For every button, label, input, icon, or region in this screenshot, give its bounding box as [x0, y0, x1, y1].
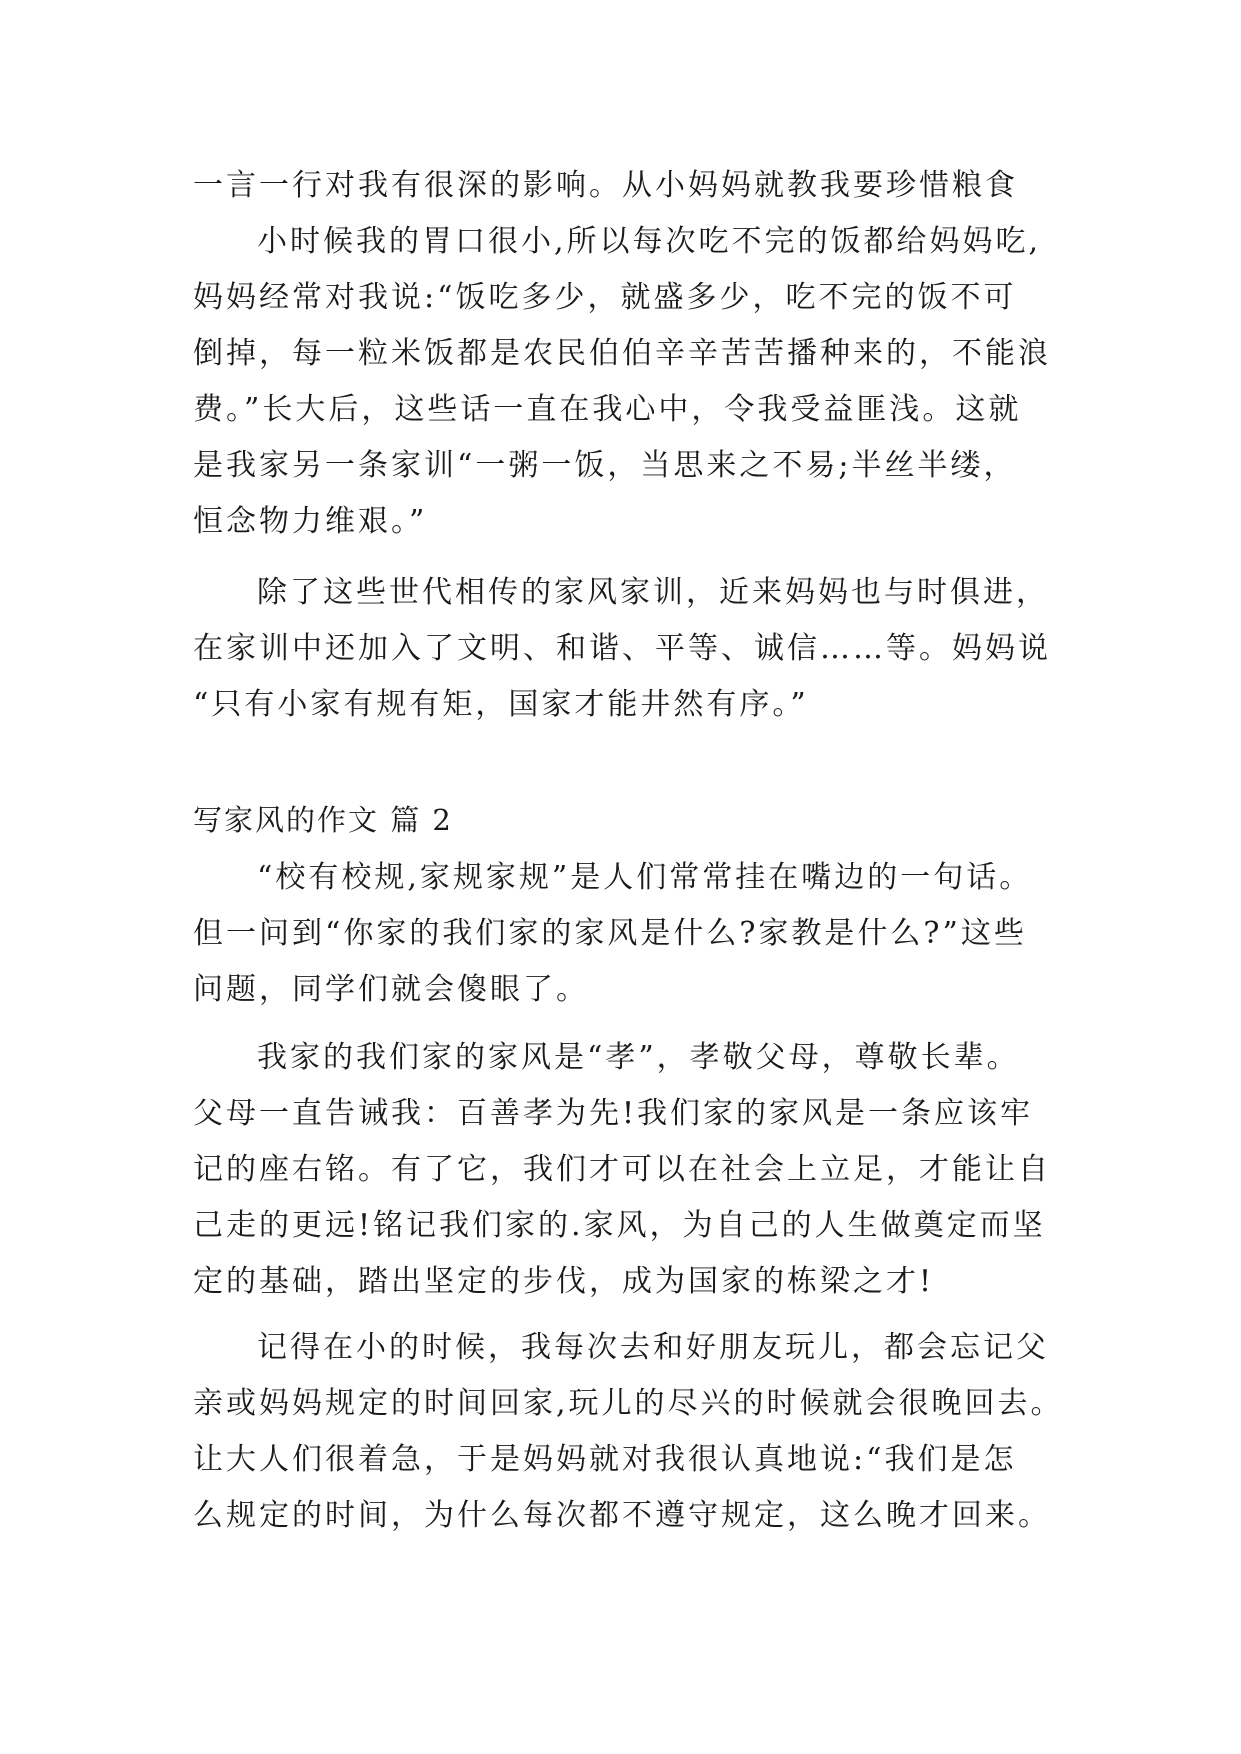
paragraph-line: 除了这些世代相传的家风家训，近来妈妈也与时俱进，	[257, 575, 1049, 610]
paragraph-line: 么规定的时间，为什么每次都不遵守规定，这么晚才回来。	[193, 1498, 1051, 1533]
paragraph-line: 记得在小的时候，我每次去和好朋友玩儿，都会忘记父	[257, 1330, 1049, 1365]
paragraph-line: 但一问到“你家的我们家的家风是什么?家教是什么?”这些	[193, 916, 1027, 951]
paragraph-line: 父母一直告诫我：百善孝为先!我们家的家风是一条应该牢	[193, 1096, 1034, 1131]
paragraph-line: 一言一行对我有很深的影响。从小妈妈就教我要珍惜粮食	[193, 168, 1018, 203]
paragraph-line: “只有小家有规有矩，国家才能井然有序。”	[193, 687, 809, 722]
paragraph-line: 恒念物力维艰。”	[193, 504, 428, 539]
paragraph-line: 在家训中还加入了文明、和谐、平等、诚信……等。妈妈说	[193, 631, 1051, 666]
paragraph-line: 我家的我们家的家风是“孝”，孝敬父母，尊敬长辈。	[257, 1040, 1020, 1075]
paragraph-line: 问题，同学们就会傻眼了。	[193, 972, 589, 1007]
paragraph-line: 费。”长大后，这些话一直在我心中，令我受益匪浅。这就	[193, 392, 1022, 427]
paragraph-line: 记的座右铭。有了它，我们才可以在社会上立足，才能让自	[193, 1152, 1051, 1187]
section-title: 写家风的作文 篇 2	[193, 803, 453, 837]
paragraph-line: 小时候我的胃口很小,所以每次吃不完的饭都给妈妈吃,	[257, 224, 1042, 259]
paragraph-line: 倒掉，每一粒米饭都是农民伯伯辛辛苦苦播种来的，不能浪	[193, 336, 1051, 371]
paragraph-line: 妈妈经常对我说:“饭吃多少，就盛多少，吃不完的饭不可	[193, 280, 1017, 315]
paragraph-line: 是我家另一条家训“一粥一饭，当思来之不易;半丝半缕，	[193, 448, 1017, 483]
paragraph-line: 亲或妈妈规定的时间回家,玩儿的尽兴的时候就会很晚回去。	[193, 1386, 1064, 1421]
paragraph-line: 让大人们很着急，于是妈妈就对我很认真地说:“我们是怎	[193, 1442, 1017, 1477]
paragraph-line: “校有校规,家规家规”是人们常常挂在嘴边的一句话。	[257, 860, 1033, 895]
paragraph-line: 定的基础，踏出坚定的步伐，成为国家的栋梁之才!	[193, 1264, 935, 1299]
paragraph-line: 己走的更远!铭记我们家的.家风，为自己的人生做奠定而坚	[193, 1208, 1046, 1243]
